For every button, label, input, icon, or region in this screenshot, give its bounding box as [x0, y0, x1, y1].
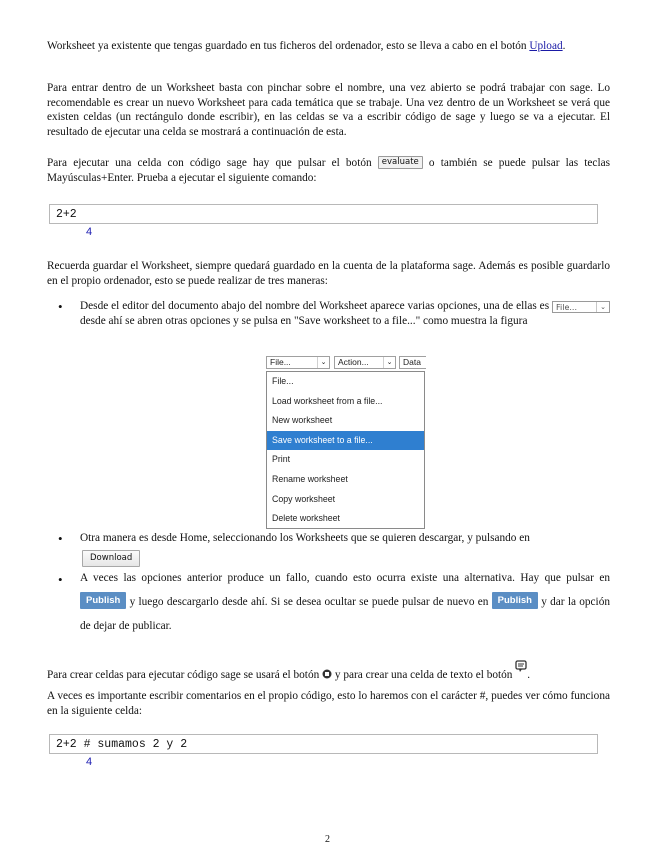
- data-select[interactable]: Data: [399, 356, 426, 369]
- bullet-marker: •: [58, 299, 63, 314]
- file-dropdown-list: [266, 371, 425, 529]
- paragraph-save-intro: Recuerda guardar el Worksheet, siempre quedará guardado en la cuenta de la plataforma sage. Además es posible guardarlo en el propio ordenador, esto se puede realizar de tres maneras:: [47, 260, 610, 287]
- paragraph-comments: A veces es importante escribir comentarios en el propio código, esto lo haremos con el carácter #, puedes ver cómo funciona en la siguiente celda:: [47, 690, 610, 717]
- publish-button[interactable]: Publish: [80, 592, 126, 609]
- action-select[interactable]: Action... ⌄: [334, 356, 396, 369]
- publish-button-second[interactable]: Publish: [492, 592, 538, 609]
- new-code-cell-icon[interactable]: [322, 669, 332, 679]
- code-cell-input-comment[interactable]: 2+2 # sumamos 2 y 2: [49, 734, 598, 754]
- paragraph-worksheet-intro: Para entrar dentro de un Worksheet basta con pinchar sobre el nombre, una vez abierto se podrá trabajar con sage. Lo recomendable es crear un nuevo Worksheet para cada temática que se trabaje. Una vez dentro de un Worksheet se verá que existen celdas (un rectángulo donde escribir), en las celdas se va a escribir código de sage y luego se va a ejecutar. El resultado de ejecutar una celda se mostrará a continuación de esta.: [47, 82, 610, 138]
- paragraph-create-cells: Para crear celdas para ejecutar código sage se usará el botón y para crear una celda de texto el botón .: [47, 660, 610, 683]
- menu-item-delete-worksheet[interactable]: Delete worksheet: [272, 513, 340, 524]
- file-menu-figure: [266, 355, 425, 529]
- upload-link[interactable]: Upload: [529, 40, 563, 52]
- download-button[interactable]: Download: [82, 550, 140, 567]
- menu-item-new-worksheet[interactable]: New worksheet: [272, 415, 333, 426]
- file-select[interactable]: File... ⌄: [266, 356, 330, 369]
- evaluate-button[interactable]: evaluate: [378, 156, 423, 169]
- menu-item-save-worksheet[interactable]: Save worksheet to a file...: [267, 431, 424, 451]
- bullet-item-file-menu: Desde el editor del documento abajo del nombre del Worksheet aparece varias opciones, una de ellas es File... ⌄ desde ahí se abren otras opciones y se pulsa en "Save worksheet to a file..." como muestra la figura: [80, 299, 610, 328]
- download-button-wrap: [82, 547, 140, 567]
- chevron-down-icon: ⌄: [596, 302, 609, 312]
- menu-item-print[interactable]: Print: [272, 454, 291, 465]
- chevron-down-icon: ⌄: [383, 357, 395, 368]
- new-text-cell-icon[interactable]: [515, 660, 527, 674]
- code-cell-output-comment: 4: [86, 756, 93, 768]
- bullet-item-publish: A veces las opciones anterior produce un fallo, cuando esto ocurra existe una alternativa. Hay que pulsar en Publish y luego descargarlo desde ahí. Si se desea ocultar se puede pulsar de nuevo en Publish y dar la opción de dejar de publicar.: [80, 572, 610, 632]
- code-cell-output: 4: [86, 226, 93, 238]
- menu-item-rename-worksheet[interactable]: Rename worksheet: [272, 473, 348, 484]
- menu-item-copy-worksheet[interactable]: Copy worksheet: [272, 493, 336, 504]
- code-cell-input[interactable]: 2+2: [49, 204, 598, 224]
- chevron-down-icon: ⌄: [317, 357, 329, 368]
- bullet-item-download: Otra manera es desde Home, seleccionando los Worksheets que se quieren descargar, y pulsando en: [80, 532, 530, 544]
- paragraph-evaluate: Para ejecutar una celda con código sage hay que pulsar el botón evaluate o también se puede pulsar las teclas Mayúsculas+Enter. Prueba a ejecutar el siguiente comando:: [47, 157, 610, 184]
- menu-bar: [266, 355, 426, 370]
- bullet-marker: •: [58, 531, 63, 546]
- file-select-inline[interactable]: File... ⌄: [552, 301, 610, 313]
- page-number: 2: [325, 834, 330, 845]
- paragraph-upload: Worksheet ya existente que tengas guardado en tus ficheros del ordenador, esto se lleva a cabo en el botón Upload.: [47, 40, 566, 52]
- menu-item-load-worksheet[interactable]: Load worksheet from a file...: [272, 395, 383, 406]
- bullet-marker: •: [58, 572, 63, 587]
- menu-item-file[interactable]: File...: [272, 376, 294, 386]
